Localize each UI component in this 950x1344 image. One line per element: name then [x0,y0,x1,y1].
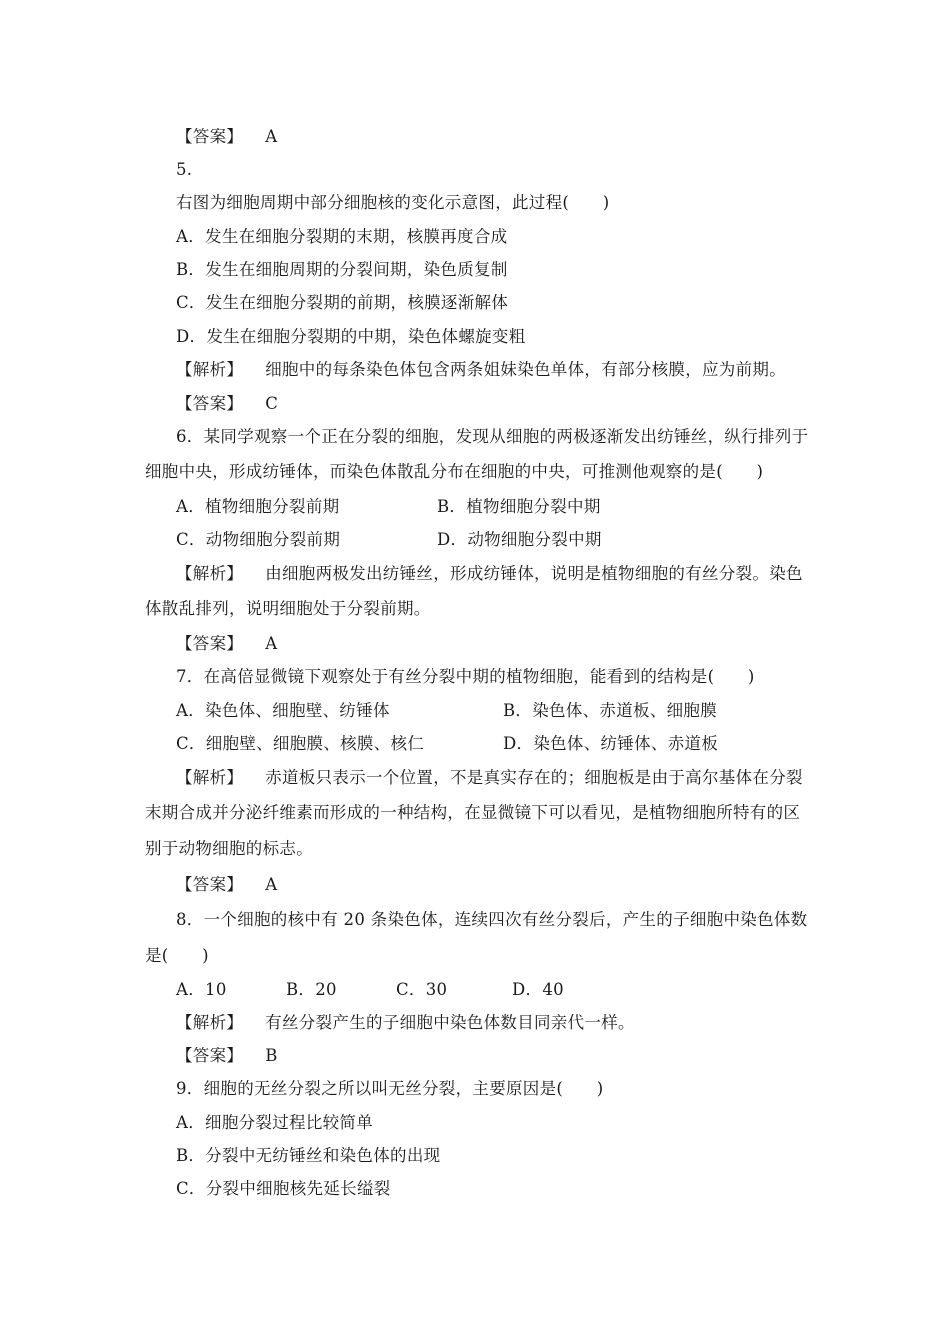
q6-analysis-line2: 体散乱排列，说明细胞处于分裂前期。 [145,599,431,618]
q4-answer-line [176,126,277,148]
q5-stem: 右图为细胞周期中部分细胞核的变化示意图，此过程( ) [176,193,610,212]
q7-option-d: D．染色体、纺锤体、赤道板 [503,734,719,753]
answer-tag: 【答案】 [176,1046,244,1065]
q8-answer-line [176,1045,278,1067]
q6-option-a: A．植物细胞分裂前期 [176,497,340,516]
q8-analysis [176,1012,635,1034]
q6-stem-line1: 6．某同学观察一个正在分裂的细胞，发现从细胞的两极逐渐发出纺锤丝，纵行排列于 [176,427,809,446]
q5-option-a: A．发生在细胞分裂期的末期，核膜再度合成 [176,227,508,246]
q9-stem: 9．细胞的无丝分裂之所以叫无丝分裂，主要原因是( ) [176,1079,604,1098]
q7-option-a: A．染色体、细胞壁、纺锤体 [176,701,390,720]
q8-option-c: C．30 [396,980,448,999]
q7-option-b: B．染色体、赤道板、细胞膜 [503,701,718,720]
q8-option-a: A．10 [176,980,227,999]
answer-value: A [265,634,278,653]
answer-tag: 【答案】 [176,127,244,146]
q5-number: 5. [176,160,193,179]
q5-option-d: D．发生在细胞分裂期的中期，染色体螺旋变粗 [176,327,526,346]
analysis-tag: 【解析】 [176,1013,244,1032]
q5-analysis [176,359,786,381]
answer-value: A [265,875,278,894]
q6-option-c: C．动物细胞分裂前期 [176,530,341,549]
analysis-tag: 【解析】 [176,564,244,583]
q8-option-b: B．20 [286,980,337,999]
q7-analysis-line3: 别于动物细胞的标志。 [145,839,313,858]
q7-option-c: C．细胞壁、细胞膜、核膜、核仁 [176,734,425,753]
q6-stem-line2: 细胞中央，形成纺锤体，而染色体散乱分布在细胞的中央，可推测他观察的是( ) [145,462,764,481]
q7-answer-line [176,874,277,896]
answer-tag: 【答案】 [176,875,244,894]
q5-option-b: B．发生在细胞周期的分裂间期，染色质复制 [176,260,508,279]
analysis-text: 由细胞两极发出纺锤丝，形成纺锤体，说明是植物细胞的有丝分裂。染色 [265,564,803,583]
answer-tag: 【答案】 [176,634,244,653]
q8-stem-line1: 8．一个细胞的核中有 20 条染色体，连续四次有丝分裂后，产生的子细胞中染色体数 [176,910,808,929]
answer-value: B [265,1046,278,1065]
q8-stem-line2: 是( ) [145,946,209,965]
analysis-tag: 【解析】 [176,768,244,787]
q6-option-b: B．植物细胞分裂中期 [437,497,601,516]
q7-analysis-line2: 末期合成并分泌纤维素而形成的一种结构，在显微镜下可以看见，是植物细胞所特有的区 [145,803,801,822]
answer-value: C [265,394,279,413]
q7-stem: 7．在高倍显微镜下观察处于有丝分裂中期的植物细胞，能看到的结构是( ) [176,667,755,686]
q8-option-d: D．40 [512,980,564,999]
q5-answer-line [176,393,278,415]
q9-option-b: B．分裂中无纺锤丝和染色体的出现 [176,1146,441,1165]
q5-option-c: C．发生在细胞分裂期的前期，核膜逐渐解体 [176,293,509,312]
analysis-text: 有丝分裂产生的子细胞中染色体数目同亲代一样。 [265,1013,635,1032]
q6-option-d: D．动物细胞分裂中期 [437,530,602,549]
analysis-text: 赤道板只表示一个位置，不是真实存在的；细胞板是由于高尔基体在分裂 [265,768,803,787]
analysis-tag: 【解析】 [176,360,244,379]
q6-answer-line [176,633,277,655]
q6-analysis-line1 [176,563,803,585]
q9-option-c: C．分裂中细胞核先延长缢裂 [176,1179,391,1198]
q9-option-a: A．细胞分裂过程比较简单 [176,1113,374,1132]
analysis-text: 细胞中的每条染色体包含两条姐妹染色单体，有部分核膜，应为前期。 [265,360,787,379]
answer-tag: 【答案】 [176,394,244,413]
q7-analysis-line1 [176,767,803,789]
answer-value: A [265,127,278,146]
